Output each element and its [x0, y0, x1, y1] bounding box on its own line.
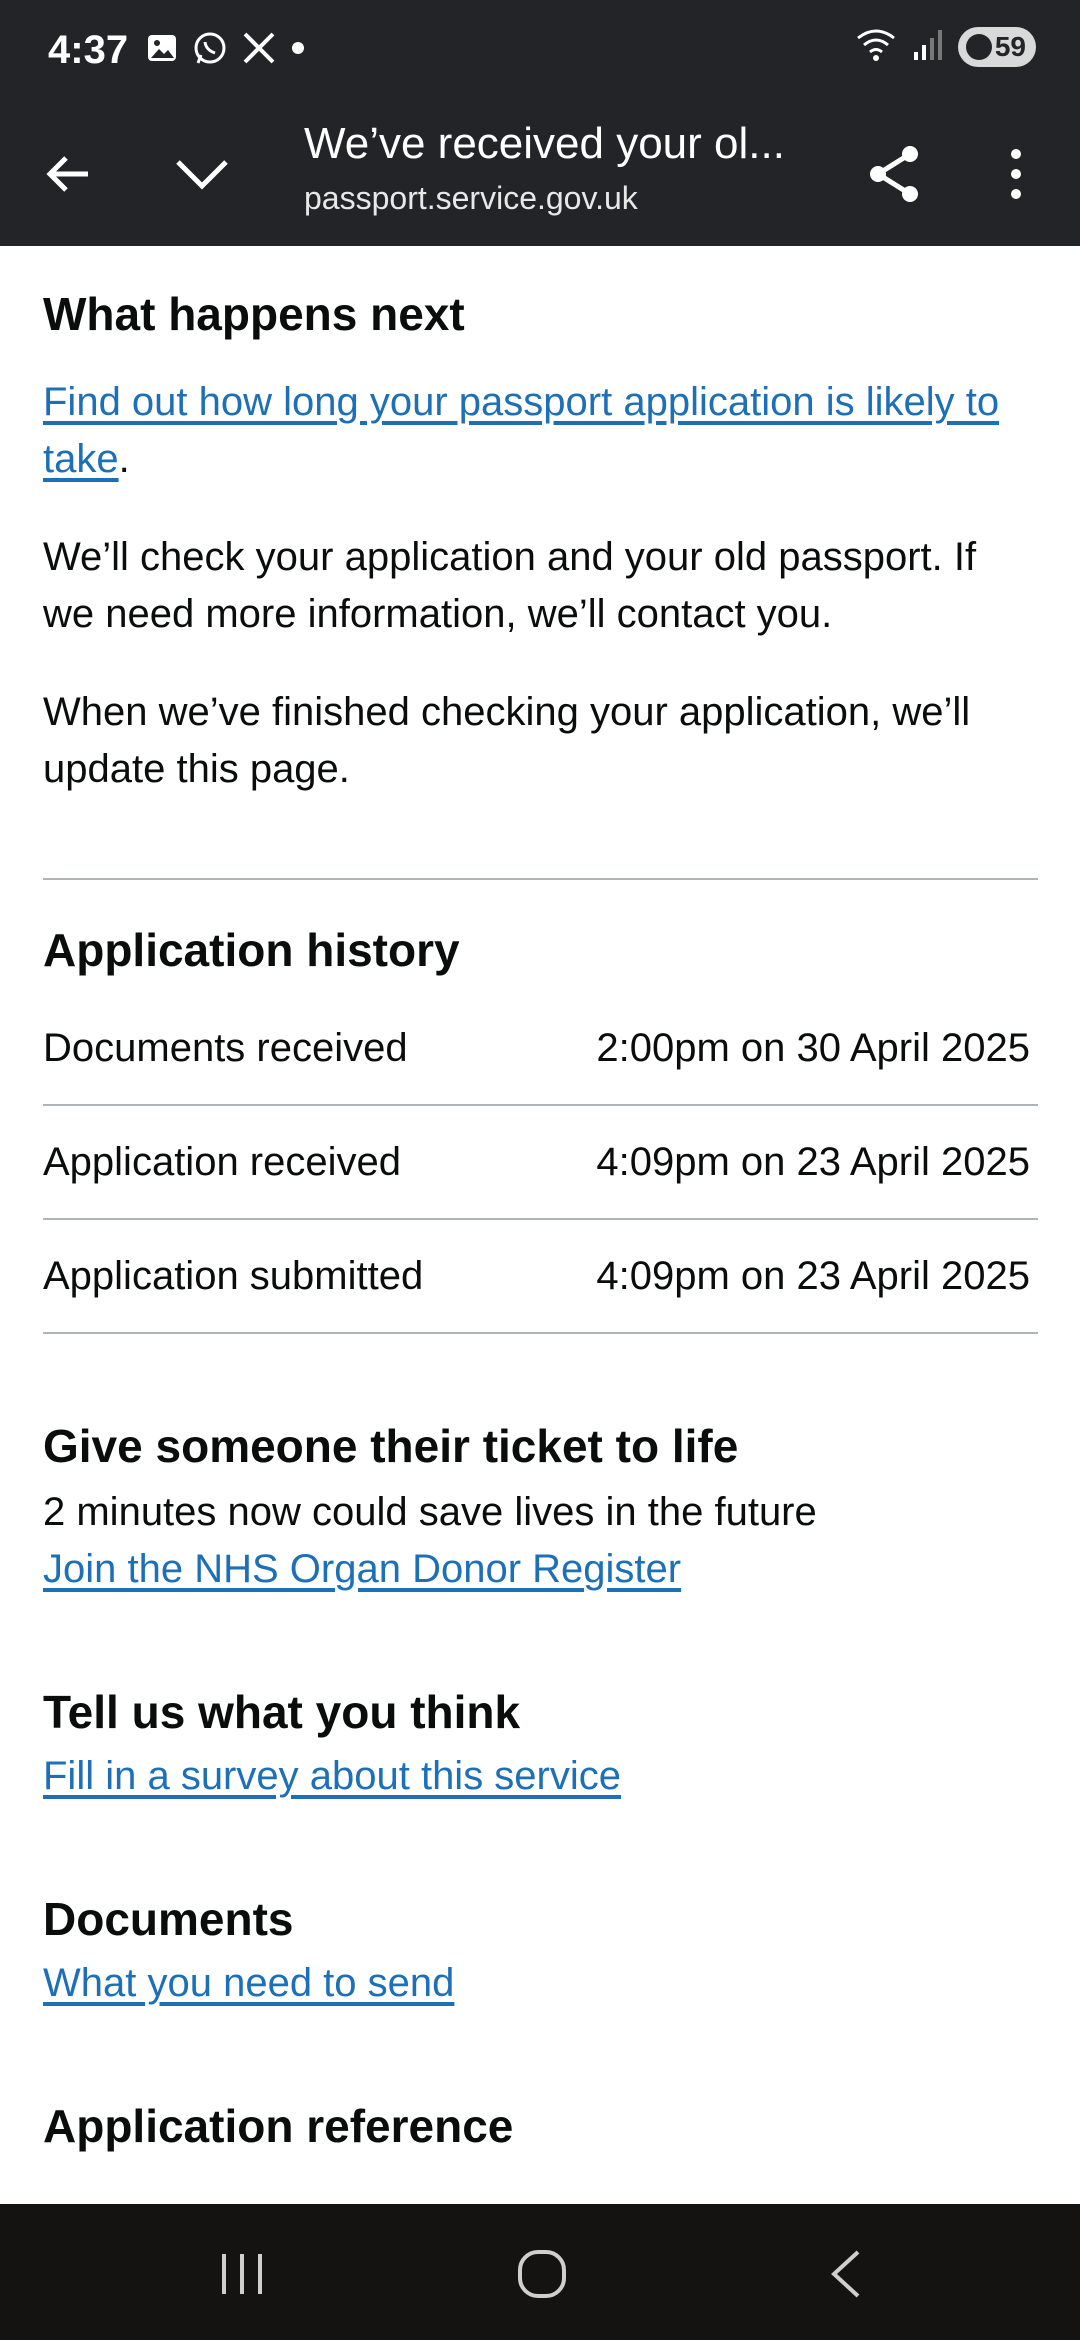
share-icon: [866, 144, 922, 204]
history-time: 4:09pm on 23 April 2025: [596, 1253, 1030, 1298]
battery-level: 59: [994, 30, 1026, 62]
nav-back-button[interactable]: [806, 2234, 886, 2314]
check-application-text: We’ll check your application and your old passport. If we need more information, we’ll contact you.: [43, 535, 977, 636]
battery-saver-icon: [966, 34, 992, 60]
wifi-icon: [854, 26, 898, 67]
status-icons-left: [146, 30, 306, 66]
documents-section: [43, 1889, 1038, 2012]
history-time: 2:00pm on 30 April 2025: [596, 1025, 1030, 1070]
application-history-section: [43, 880, 1038, 1334]
processing-time-paragraph: [43, 374, 1038, 488]
feedback-section: [43, 1682, 1038, 1805]
status-bar: [0, 0, 1080, 100]
navigation-bar: [0, 2204, 1080, 2340]
history-row: [43, 1220, 1038, 1334]
home-icon: [516, 2248, 568, 2300]
documents-heading: Documents: [43, 1893, 294, 1945]
organ-donor-section: [43, 1416, 1038, 1598]
page-title: We’ve received your ol...: [304, 119, 785, 168]
gallery-icon: [146, 32, 178, 64]
signal-icon: [912, 26, 944, 67]
application-history-list: [43, 992, 1038, 1334]
page-content: [43, 246, 1038, 2156]
history-event: Application received: [43, 1139, 401, 1184]
back-icon: [826, 2248, 866, 2300]
chevron-down-icon: [174, 154, 230, 194]
history-time: 4:09pm on 23 April 2025: [596, 1139, 1030, 1184]
minimize-custom-tab-button[interactable]: [164, 136, 240, 212]
history-event: Documents received: [43, 1025, 408, 1070]
page-url[interactable]: passport.service.gov.uk: [304, 180, 638, 216]
organ-donor-heading: Give someone their ticket to life: [43, 1420, 739, 1472]
what-happens-next-heading: What happens next: [43, 288, 465, 340]
application-history-heading: Application history: [43, 924, 460, 976]
survey-link[interactable]: Fill in a survey about this service: [43, 1754, 622, 1798]
x-icon: [242, 31, 276, 65]
history-event: Application submitted: [43, 1253, 424, 1298]
share-button[interactable]: [856, 136, 932, 212]
organ-donor-link[interactable]: Join the NHS Organ Donor Register: [43, 1547, 682, 1591]
dot-icon: [290, 40, 306, 56]
processing-time-link-suffix: .: [118, 437, 130, 481]
more-options-button[interactable]: [978, 136, 1054, 212]
application-reference-heading: Application reference: [43, 2100, 514, 2152]
history-row: [43, 992, 1038, 1106]
organ-donor-text: 2 minutes now could save lives in the future: [43, 1490, 817, 1534]
battery-icon: [958, 27, 1036, 67]
back-arrow-icon: [42, 148, 94, 200]
feedback-heading: Tell us what you think: [43, 1686, 521, 1738]
back-button[interactable]: [30, 136, 106, 212]
history-row: [43, 1106, 1038, 1220]
recents-button[interactable]: [202, 2234, 282, 2314]
home-button[interactable]: [502, 2234, 582, 2314]
whatsapp-icon: [192, 30, 228, 66]
update-page-text: When we’ve finished checking your application, we’ll update this page.: [43, 690, 971, 791]
more-vert-icon: [1006, 148, 1026, 200]
what-happens-next-section: [43, 246, 1038, 798]
processing-time-link[interactable]: Find out how long your passport application is likely to take: [43, 380, 1000, 481]
documents-link[interactable]: What you need to send: [43, 1961, 455, 2005]
application-reference-section: [43, 2096, 1038, 2156]
browser-toolbar: [0, 100, 1080, 246]
status-time: 4:37: [48, 28, 129, 72]
status-icons-right: [854, 26, 1036, 67]
recents-icon: [218, 2252, 266, 2296]
